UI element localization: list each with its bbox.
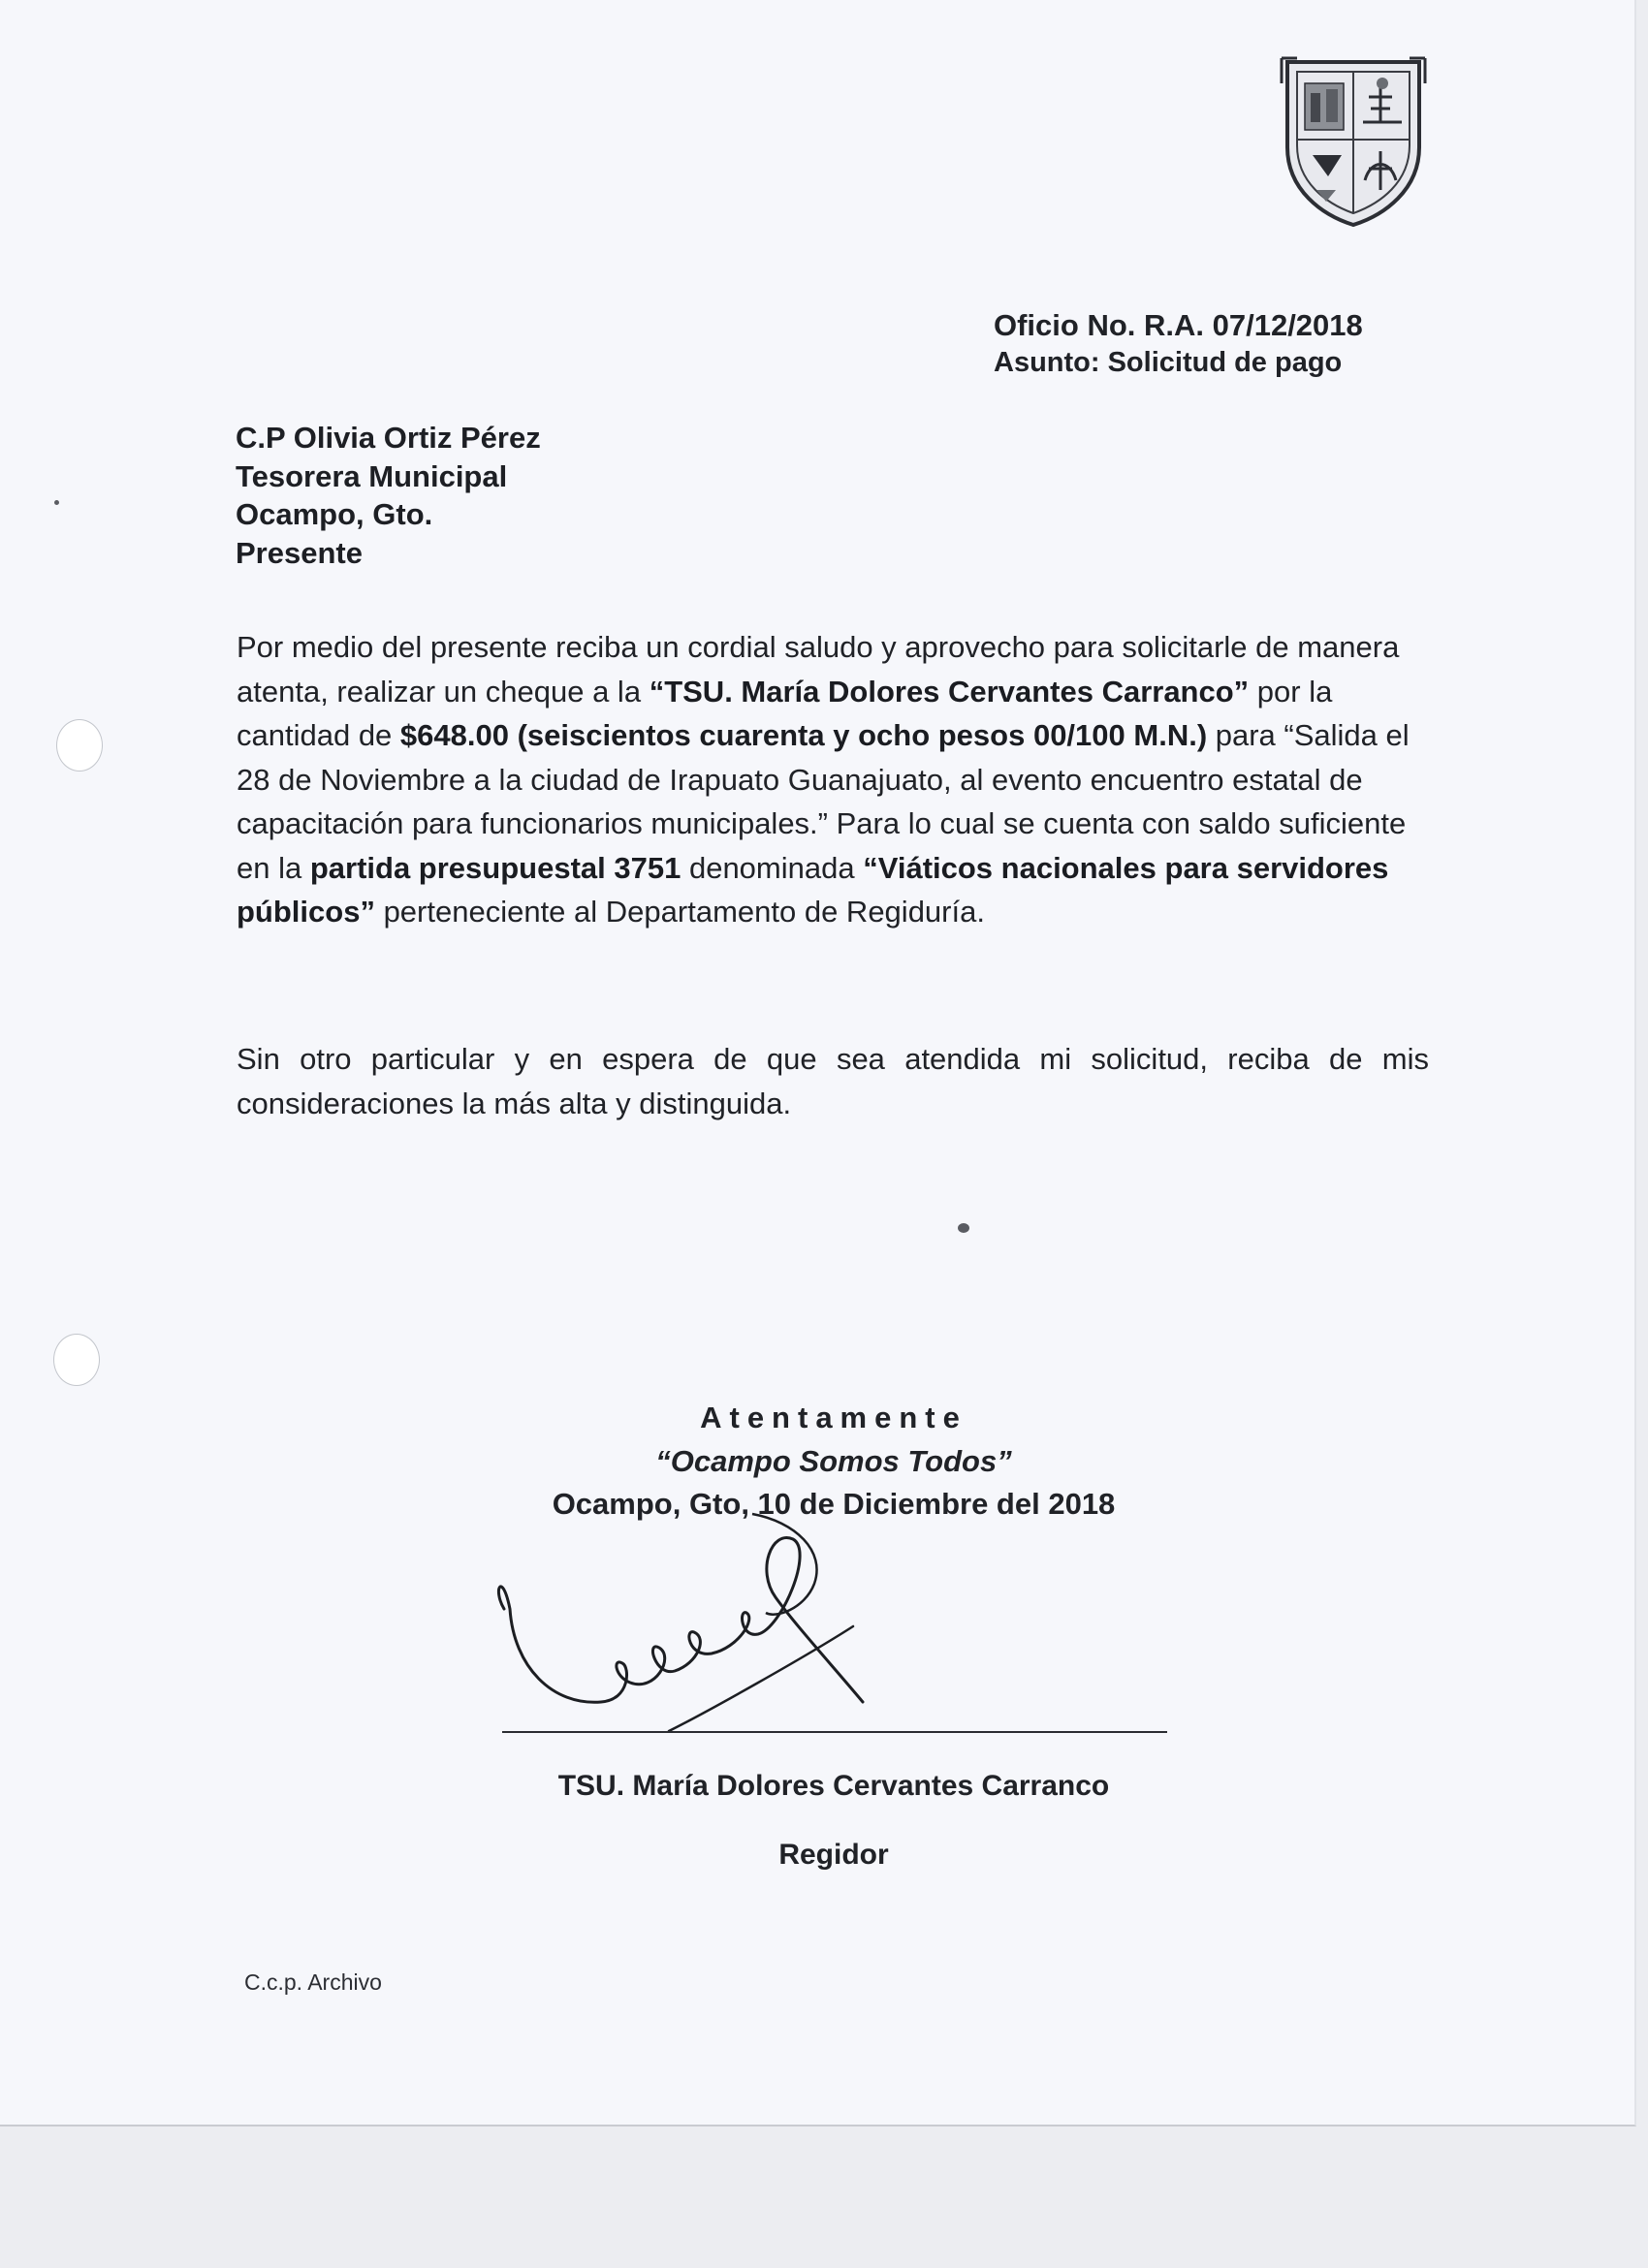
recipient-presente: Presente xyxy=(236,535,363,570)
budget-concept: “Viáticos nacionales para servidores públicos” xyxy=(237,850,1389,929)
recipient-name: C.P Olivia Ortiz Pérez xyxy=(236,421,541,455)
body-text: perteneciente al Departamento de Regiduría. xyxy=(374,895,985,929)
signer-role: Regidor xyxy=(778,1839,889,1871)
coat-of-arms-icon xyxy=(1278,54,1429,229)
body-text: denominada xyxy=(681,850,864,885)
subject-line: Asunto: Solicitud de pago xyxy=(994,347,1343,378)
closing-atentamente: Atentamente xyxy=(700,1401,967,1434)
body-text: para “Salida el 28 de Noviembre a la ciudad de Irapuato Guanajuato, al evento encuentro estatal de capacitación para funcionarios municipales.” Para lo cual se cuenta con saldo suficiente en la xyxy=(237,718,1410,885)
scan-speck xyxy=(958,1223,969,1233)
payee-name: “TSU. María Dolores Cervantes Carranco” xyxy=(649,674,1250,709)
body-paragraph-closing: Sin otro particular y en espera de que sea atendida mi solicitud, reciba de mis consideraciones la más alta y distinguida. xyxy=(237,1042,1429,1120)
punch-hole-bottom xyxy=(53,1334,100,1386)
body-text: Por medio del presente reciba un cordial saludo y aprovecho para solicitarle de manera atenta, realizar un cheque a la xyxy=(237,630,1400,709)
body-text: por la cantidad de xyxy=(237,674,1333,752)
signature-icon xyxy=(485,1512,1183,1754)
document-header xyxy=(994,306,1363,380)
recipient-position: Tesorera Municipal xyxy=(236,458,508,493)
closing-motto: “Ocampo Somos Todos” xyxy=(655,1444,1012,1478)
budget-item: partida presupuestal 3751 xyxy=(309,850,681,885)
signer-name: TSU. María Dolores Cervantes Carranco xyxy=(557,1770,1110,1802)
place-and-date: Ocampo, Gto, 10 de Diciembre del 2018 xyxy=(552,1487,1116,1521)
recipient-location: Ocampo, Gto. xyxy=(236,497,433,531)
oficio-number: Oficio No. R.A. 07/12/2018 xyxy=(994,308,1363,342)
signature-line xyxy=(502,1731,1167,1733)
payment-amount: $648.00 (seiscientos cuarenta y ocho pesos 00/100 M.N.) xyxy=(399,718,1208,752)
body-paragraph-request xyxy=(237,625,1429,934)
recipient-block xyxy=(236,419,541,572)
punch-hole-top xyxy=(56,719,103,772)
scan-speck xyxy=(54,500,59,505)
carbon-copy-note: C.c.p. Archivo xyxy=(244,1969,382,1995)
